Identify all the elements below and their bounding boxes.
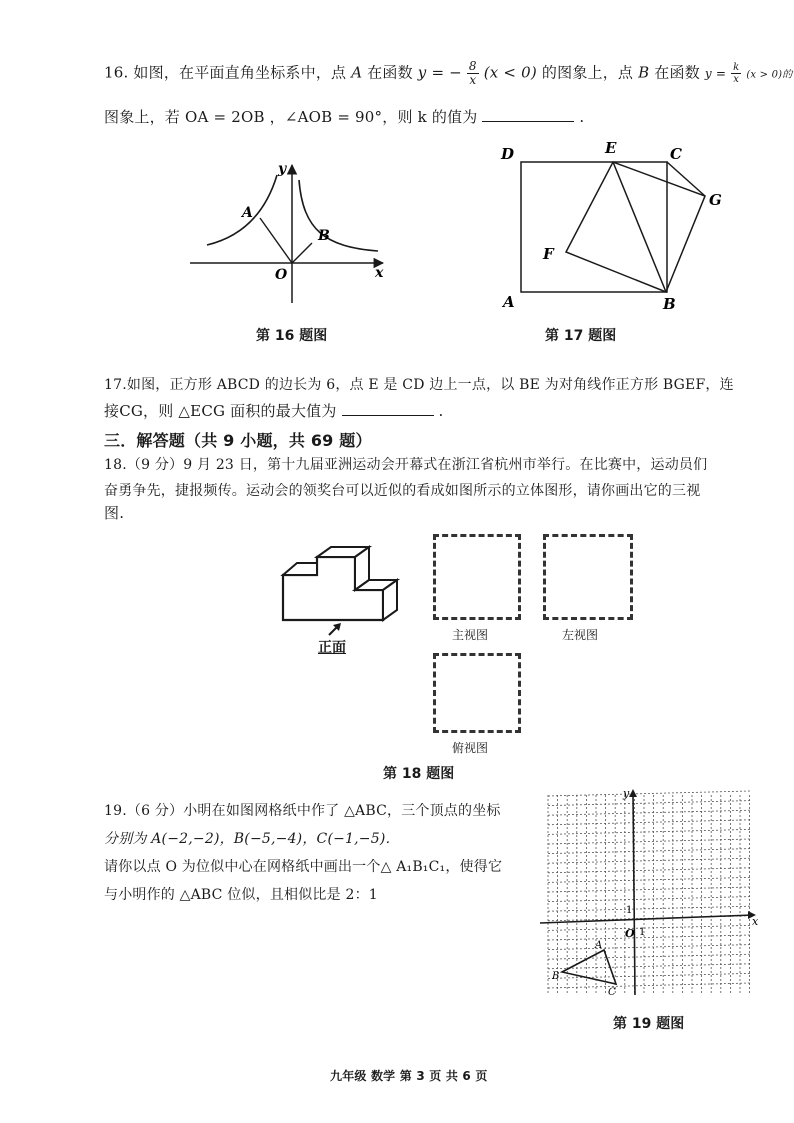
fig18-caption: 第 18 题图 [383, 766, 455, 782]
q16-fraction-k-x [731, 62, 741, 85]
q16-in-func: 在函数 [367, 63, 413, 82]
grid-horizontal-line [548, 868, 750, 873]
q19-line2: 分别为 A(−2,−2)，B(−5,−4)，C(−1,−5)． [104, 831, 400, 847]
grid-horizontal-line [548, 820, 750, 825]
q16-in-func2: 在函数 [654, 63, 700, 82]
grid-horizontal-line [548, 897, 750, 902]
q16-line2-end: . [579, 108, 585, 126]
grid-horizontal-line [548, 839, 750, 844]
fig17-label-a: A [503, 293, 515, 311]
fig17-caption: 第 17 题图 [545, 328, 617, 344]
grid-horizontal-line [548, 791, 750, 796]
fig17-label-d: D [501, 145, 515, 163]
grid-horizontal-line [548, 829, 750, 834]
q16-line2-text: 图象上，若 OA = 2OB ，∠AOB = 90°，则 k 的值为 [104, 108, 478, 126]
grid-y-arrow [629, 789, 637, 797]
fig17-segment-cg [667, 162, 705, 196]
q16-y-eq-neg: y = − [417, 63, 462, 82]
grid-horizontal-line [548, 877, 750, 882]
grid-horizontal-line [548, 925, 750, 930]
top-view-label: 俯视图 [452, 741, 489, 755]
fig16-curve-right [299, 180, 378, 251]
grid-horizontal-line [548, 906, 750, 911]
fig17-label-b: B [663, 295, 676, 313]
q16-frac2-num: k [733, 62, 740, 73]
fig16-segment-oa [260, 218, 292, 263]
grid-label-1-y: 1 [626, 905, 633, 916]
grid-label-b: B [552, 971, 560, 982]
fig16-label-b: B [318, 228, 330, 244]
grid-horizontal-line [548, 983, 750, 988]
section-3-title: 三．解答题（共 9 小题，共 69 题） [104, 431, 372, 450]
fig16-label-x: x [375, 265, 384, 281]
grid-label-c: C [608, 987, 616, 998]
figure-16 [185, 155, 395, 315]
page-footer: 九年级 数学 第 3 页 共 6 页 [330, 1069, 488, 1083]
grid-horizontal-line [548, 954, 750, 959]
q17-line2 [104, 400, 443, 421]
q17-answer-blank[interactable] [342, 401, 434, 416]
triangle-abc [562, 950, 616, 984]
q18-line1: 18.（9 分）9 月 23 日，第十九届亚洲运动会开幕式在浙江省杭州市举行。在比赛中，运动员们 [104, 457, 708, 473]
podium-front-label: 正面 [318, 640, 346, 656]
grid-horizontal-line [548, 945, 750, 950]
grid-horizontal-line [548, 935, 750, 940]
q16-line1 [104, 60, 792, 87]
q16-frac1-num: 8 [468, 59, 477, 73]
q17-line1-text: 17.如图，正方形 ABCD 的边长为 6，点 E 是 CD 边上一点，以 BE 为对角线作正方形 BGEF，连 [104, 377, 734, 393]
fig17-diagonal-be [613, 162, 666, 292]
grid-label-1-x: 1 [639, 927, 646, 938]
q16-graph-on: 的图象上，点 [541, 63, 634, 82]
figure-19-grid [538, 785, 763, 1000]
top-view-box[interactable] [433, 653, 521, 733]
q19-line1: 19.（6 分）小明在如图网格纸中作了 △ABC，三个顶点的坐标 [104, 803, 501, 819]
grid-label-o: O [625, 927, 635, 940]
fig16-caption: 第 16 题图 [256, 328, 328, 344]
fig19-caption: 第 19 题图 [613, 1016, 685, 1032]
q19-line4: 与小明作的 △ABC 位似，且相似比是 2：1 [104, 887, 378, 903]
grid-horizontal-line [548, 858, 750, 863]
grid-horizontal-line [548, 887, 750, 892]
grid-horizontal-line [548, 849, 750, 854]
fig17-label-g: G [709, 191, 722, 209]
fig16-label-o: O [275, 267, 288, 283]
q16-answer-blank[interactable] [482, 107, 574, 122]
grid-label-x: x [752, 915, 759, 928]
grid-horizontal-line [548, 810, 750, 815]
q16-point-b: B [638, 63, 650, 82]
q16-point-a: A [351, 63, 363, 82]
q17-line2-text: 接CG，则 △ECG 面积的最大值为 [104, 402, 337, 420]
figure-17 [495, 135, 730, 315]
left-view-label: 左视图 [562, 628, 599, 642]
main-view-label: 主视图 [452, 628, 489, 642]
podium-left-top [283, 563, 317, 575]
q16-cond1: (x < 0) [483, 63, 537, 82]
q16-frac2-den: x [733, 74, 740, 85]
fig17-square-abcd [521, 162, 667, 292]
fig16-segment-ob [292, 243, 312, 263]
grid-label-a: A [595, 940, 603, 951]
main-view-box[interactable] [433, 534, 521, 620]
grid-horizontal-line [548, 964, 750, 969]
q16-frac1-den: x [469, 73, 477, 87]
q16-cond2: (x > 0)的 [746, 69, 793, 81]
q17-line2-end: . [438, 402, 444, 420]
q16-y-eq: y = [704, 66, 727, 81]
fig16-label-y: y [278, 161, 287, 177]
grid-horizontal-line [548, 801, 750, 806]
q17-line1 [104, 374, 734, 394]
q16-prefix: 16. 如图，在平面直角坐标系中，点 [104, 63, 347, 82]
fig17-square-bgef [566, 162, 705, 292]
fig17-label-c: C [670, 145, 682, 163]
q16-line2 [104, 106, 584, 127]
fig16-label-a: A [242, 205, 253, 221]
q18-line2: 奋勇争先，捷报频传。运动会的领奖台可以近似的看成如图所示的立体图形，请你画出它的三视 [104, 483, 701, 499]
left-view-box[interactable] [543, 534, 633, 620]
fig17-label-f: F [543, 245, 554, 263]
q19-line3: 请你以点 O 为位似中心在网格纸中画出一个△ A₁B₁C₁，使得它 [104, 859, 503, 875]
q18-line3: 图. [104, 504, 125, 522]
grid-label-y: y [623, 787, 630, 800]
q16-fraction-8-x [467, 60, 479, 87]
fig17-label-e: E [605, 139, 617, 157]
